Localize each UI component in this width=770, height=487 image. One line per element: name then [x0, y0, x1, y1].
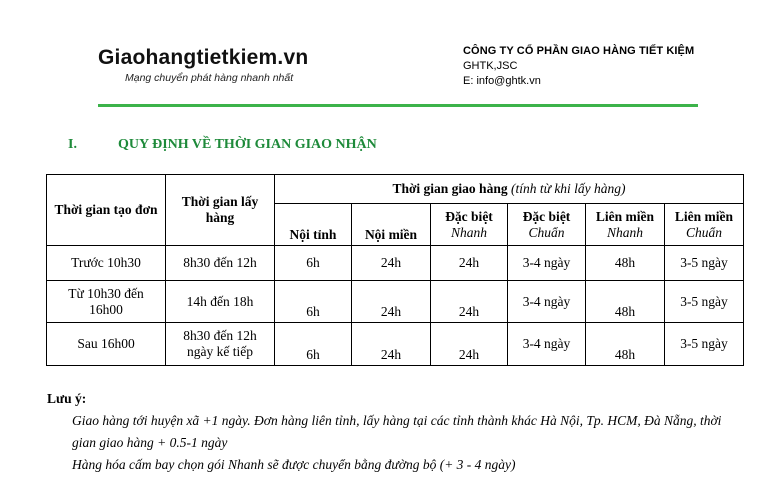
cell-value: 24h: [431, 323, 508, 366]
section-heading: [68, 137, 377, 153]
company-email: E: info@ghtk.vn: [463, 75, 541, 87]
cell-value: 6h: [275, 246, 352, 281]
cell-value: 48h: [586, 323, 665, 366]
cell-value: 24h: [352, 246, 431, 281]
header-delivery-label: Thời gian giao hàng: [392, 181, 508, 196]
notes-label: Lưu ý:: [47, 391, 87, 406]
delivery-schedule-table: [46, 174, 744, 366]
logo-tagline: Mạng chuyển phát hàng nhanh nhất: [125, 72, 294, 84]
cell-value: 24h: [431, 281, 508, 323]
cell-value: 24h: [352, 281, 431, 323]
subheader-noi-tinh: Nội tỉnh: [275, 204, 352, 246]
subheader-dac-biet-nhanh: Đặc biệt Nhanh: [431, 204, 508, 246]
cell-value: 3-5 ngày: [665, 281, 744, 323]
table-header-row: [47, 175, 744, 204]
note-line: Hàng hóa cấm bay chọn gói Nhanh sẽ được chuyển bằng đường bộ (+ 3 - 4 ngày): [72, 457, 516, 472]
cell-value: 3-5 ngày: [665, 323, 744, 366]
subheader-noi-mien: Nội miền: [352, 204, 431, 246]
company-info: [463, 44, 694, 89]
section-title: QUY ĐỊNH VỀ THỜI GIAN GIAO NHẬN: [118, 137, 377, 152]
cell-value: 3-4 ngày: [508, 323, 586, 366]
table-row: [47, 281, 744, 323]
section-number: I.: [68, 137, 77, 152]
subheader-lien-mien-chuan: Liên miền Chuẩn: [665, 204, 744, 246]
cell-value: 3-4 ngày: [508, 246, 586, 281]
cell-order-time: Từ 10h30 đến 16h00: [47, 281, 166, 323]
cell-pickup: 14h đến 18h: [166, 281, 275, 323]
header-pickup-time: Thời gian lấy hàng: [166, 175, 275, 246]
notes-section: [47, 388, 737, 476]
logo-title: Giaohangtietkiem.vn: [98, 46, 309, 69]
header-order-time: Thời gian tạo đơn: [47, 175, 166, 246]
cell-value: 48h: [586, 246, 665, 281]
cell-value: 3-4 ngày: [508, 281, 586, 323]
cell-order-time: Trước 10h30: [47, 246, 166, 281]
subheader-dac-biet-chuan: Đặc biệt Chuẩn: [508, 204, 586, 246]
cell-value: 24h: [352, 323, 431, 366]
cell-order-time: Sau 16h00: [47, 323, 166, 366]
cell-pickup: 8h30 đến 12h: [166, 246, 275, 281]
cell-value: 6h: [275, 281, 352, 323]
cell-pickup: 8h30 đến 12h ngày kế tiếp: [166, 323, 275, 366]
note-line: Giao hàng tới huyện xã +1 ngày. Đơn hàng liên tỉnh, lấy hàng tại các tỉnh thành khác Hà Nội, Tp. HCM, Đà Nẵng, thời gian giao hàng + 0.5-1 ngày: [72, 413, 722, 450]
header-divider: [98, 104, 698, 107]
table-row: [47, 323, 744, 366]
header-delivery-time: [275, 175, 744, 204]
company-name: CÔNG TY CỔ PHẦN GIAO HÀNG TIẾT KIỆM: [463, 45, 695, 57]
cell-value: 3-5 ngày: [665, 246, 744, 281]
table-row: [47, 246, 744, 281]
header-delivery-note: (tính từ khi lấy hàng): [510, 181, 626, 196]
company-short-name: GHTK,JSC: [463, 60, 518, 72]
subheader-lien-mien-nhanh: Liên miền Nhanh: [586, 204, 665, 246]
cell-value: 48h: [586, 281, 665, 323]
cell-value: 6h: [275, 323, 352, 366]
cell-value: 24h: [431, 246, 508, 281]
